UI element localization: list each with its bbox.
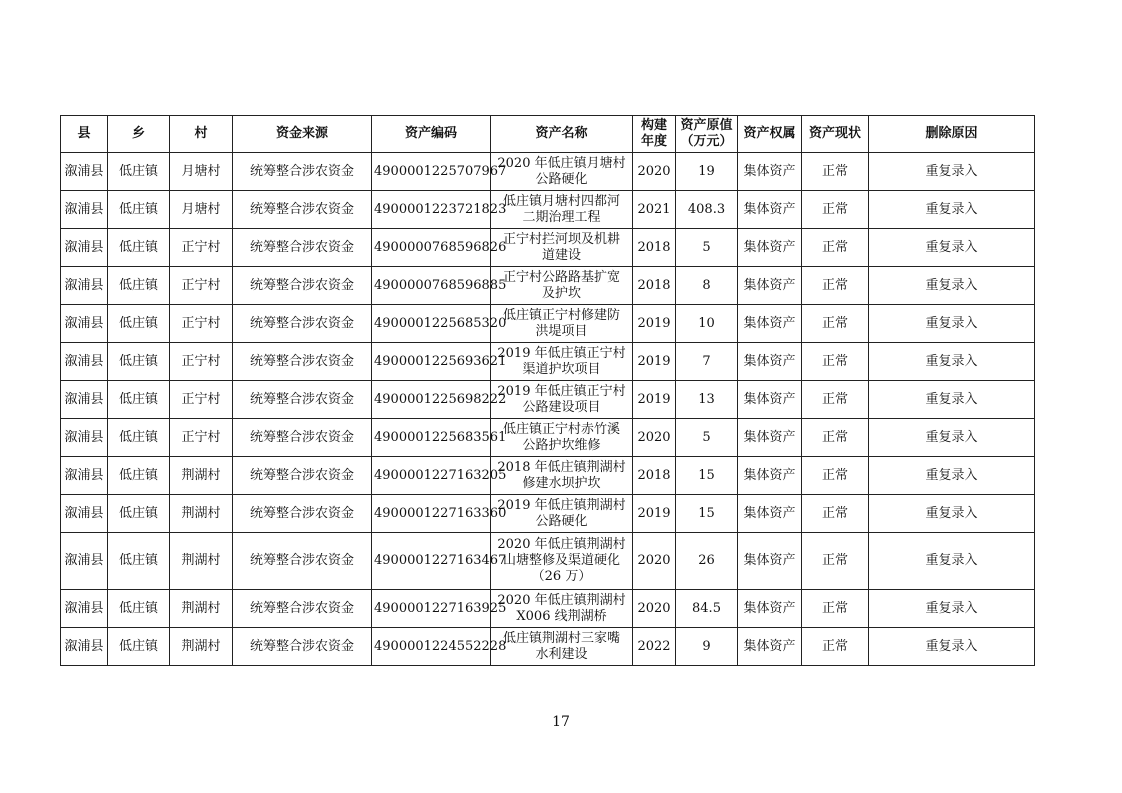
cell-village: 正宁村	[170, 267, 233, 305]
cell-ownership: 集体资产	[738, 305, 802, 343]
cell-township: 低庄镇	[108, 267, 170, 305]
cell-deletion-reason: 重复录入	[869, 343, 1035, 381]
header-original-value: 资产原值 （万元）	[676, 116, 738, 153]
cell-ownership: 集体资产	[738, 419, 802, 457]
cell-build-year: 2022	[633, 628, 676, 666]
header-asset-code: 资产编码	[372, 116, 491, 153]
cell-county: 溆浦县	[61, 191, 108, 229]
cell-build-year: 2018	[633, 267, 676, 305]
cell-village: 正宁村	[170, 381, 233, 419]
cell-status: 正常	[802, 590, 869, 628]
cell-township: 低庄镇	[108, 533, 170, 590]
cell-status: 正常	[802, 267, 869, 305]
cell-county: 溆浦县	[61, 267, 108, 305]
cell-status: 正常	[802, 419, 869, 457]
cell-fund-source: 统筹整合涉农资金	[233, 229, 372, 267]
cell-original-value: 84.5	[676, 590, 738, 628]
header-status: 资产现状	[802, 116, 869, 153]
cell-township: 低庄镇	[108, 343, 170, 381]
cell-status: 正常	[802, 305, 869, 343]
cell-ownership: 集体资产	[738, 628, 802, 666]
cell-village: 月塘村	[170, 153, 233, 191]
cell-build-year: 2020	[633, 153, 676, 191]
table-row	[61, 381, 1035, 419]
cell-village: 月塘村	[170, 191, 233, 229]
cell-township: 低庄镇	[108, 381, 170, 419]
cell-status: 正常	[802, 457, 869, 495]
cell-build-year: 2018	[633, 229, 676, 267]
cell-township: 低庄镇	[108, 229, 170, 267]
cell-ownership: 集体资产	[738, 533, 802, 590]
cell-village: 荆湖村	[170, 495, 233, 533]
cell-county: 溆浦县	[61, 305, 108, 343]
cell-status: 正常	[802, 229, 869, 267]
table-row	[61, 457, 1035, 495]
table-row	[61, 590, 1035, 628]
table-body	[61, 153, 1035, 666]
cell-county: 溆浦县	[61, 628, 108, 666]
cell-status: 正常	[802, 533, 869, 590]
cell-status: 正常	[802, 495, 869, 533]
cell-township: 低庄镇	[108, 305, 170, 343]
cell-village: 荆湖村	[170, 590, 233, 628]
cell-build-year: 2021	[633, 191, 676, 229]
cell-village: 正宁村	[170, 419, 233, 457]
cell-asset-name: 2020 年低庄镇荆湖村 X006 线荆湖桥	[491, 590, 633, 628]
cell-status: 正常	[802, 191, 869, 229]
header-build-year: 构建 年度	[633, 116, 676, 153]
cell-build-year: 2019	[633, 343, 676, 381]
cell-fund-source: 统筹整合涉农资金	[233, 343, 372, 381]
cell-asset-name: 2019 年低庄镇正宁村 公路建设项目	[491, 381, 633, 419]
asset-deletion-table	[60, 115, 1035, 666]
cell-deletion-reason: 重复录入	[869, 590, 1035, 628]
cell-deletion-reason: 重复录入	[869, 381, 1035, 419]
cell-asset-code: 4900001225683561	[372, 419, 491, 457]
cell-ownership: 集体资产	[738, 343, 802, 381]
cell-asset-code: 4900001224552228	[372, 628, 491, 666]
cell-ownership: 集体资产	[738, 153, 802, 191]
table-row	[61, 533, 1035, 590]
table-header-row	[61, 116, 1035, 153]
table-row	[61, 153, 1035, 191]
cell-ownership: 集体资产	[738, 267, 802, 305]
cell-original-value: 5	[676, 229, 738, 267]
cell-county: 溆浦县	[61, 495, 108, 533]
table-row	[61, 229, 1035, 267]
table-row	[61, 191, 1035, 229]
cell-asset-code: 4900001225698222	[372, 381, 491, 419]
header-asset-name: 资产名称	[491, 116, 633, 153]
cell-build-year: 2020	[633, 419, 676, 457]
cell-original-value: 7	[676, 343, 738, 381]
cell-asset-code: 4900001227163205	[372, 457, 491, 495]
cell-county: 溆浦县	[61, 533, 108, 590]
cell-deletion-reason: 重复录入	[869, 191, 1035, 229]
cell-asset-name: 正宁村公路路基扩宽 及护坎	[491, 267, 633, 305]
table-row	[61, 343, 1035, 381]
cell-asset-name: 2019 年低庄镇正宁村 渠道护坎项目	[491, 343, 633, 381]
table-row	[61, 495, 1035, 533]
cell-build-year: 2018	[633, 457, 676, 495]
cell-ownership: 集体资产	[738, 590, 802, 628]
page-number: 17	[552, 714, 570, 730]
header-fund-source: 资金来源	[233, 116, 372, 153]
cell-original-value: 10	[676, 305, 738, 343]
cell-fund-source: 统筹整合涉农资金	[233, 457, 372, 495]
cell-build-year: 2020	[633, 590, 676, 628]
header-township: 乡	[108, 116, 170, 153]
cell-build-year: 2019	[633, 305, 676, 343]
cell-township: 低庄镇	[108, 495, 170, 533]
cell-township: 低庄镇	[108, 590, 170, 628]
cell-deletion-reason: 重复录入	[869, 305, 1035, 343]
cell-status: 正常	[802, 153, 869, 191]
cell-township: 低庄镇	[108, 191, 170, 229]
cell-deletion-reason: 重复录入	[869, 267, 1035, 305]
cell-village: 荆湖村	[170, 628, 233, 666]
cell-build-year: 2019	[633, 381, 676, 419]
cell-fund-source: 统筹整合涉农资金	[233, 153, 372, 191]
cell-status: 正常	[802, 381, 869, 419]
cell-original-value: 15	[676, 457, 738, 495]
cell-build-year: 2019	[633, 495, 676, 533]
cell-fund-source: 统筹整合涉农资金	[233, 628, 372, 666]
cell-asset-code: 4900001227163467	[372, 533, 491, 590]
cell-original-value: 15	[676, 495, 738, 533]
cell-asset-name: 低庄镇荆湖村三家嘴 水利建设	[491, 628, 633, 666]
table-row	[61, 305, 1035, 343]
cell-asset-code: 4900000768596885	[372, 267, 491, 305]
cell-asset-name: 2019 年低庄镇荆湖村 公路硬化	[491, 495, 633, 533]
cell-deletion-reason: 重复录入	[869, 419, 1035, 457]
cell-deletion-reason: 重复录入	[869, 229, 1035, 267]
cell-asset-code: 4900001225707967	[372, 153, 491, 191]
cell-asset-code: 4900001227163360	[372, 495, 491, 533]
cell-original-value: 9	[676, 628, 738, 666]
header-village: 村	[170, 116, 233, 153]
cell-asset-code: 4900001225685320	[372, 305, 491, 343]
cell-asset-name: 2020 年低庄镇月塘村 公路硬化	[491, 153, 633, 191]
header-county: 县	[61, 116, 108, 153]
cell-fund-source: 统筹整合涉农资金	[233, 495, 372, 533]
cell-village: 正宁村	[170, 343, 233, 381]
cell-township: 低庄镇	[108, 457, 170, 495]
cell-asset-name: 低庄镇正宁村修建防 洪堤项目	[491, 305, 633, 343]
cell-village: 正宁村	[170, 305, 233, 343]
cell-asset-name: 2020 年低庄镇荆湖村 山塘整修及渠道硬化 （26 万）	[491, 533, 633, 590]
cell-original-value: 13	[676, 381, 738, 419]
cell-fund-source: 统筹整合涉农资金	[233, 267, 372, 305]
cell-fund-source: 统筹整合涉农资金	[233, 590, 372, 628]
cell-build-year: 2020	[633, 533, 676, 590]
cell-asset-name: 正宁村拦河坝及机耕 道建设	[491, 229, 633, 267]
cell-deletion-reason: 重复录入	[869, 628, 1035, 666]
cell-fund-source: 统筹整合涉农资金	[233, 533, 372, 590]
cell-original-value: 5	[676, 419, 738, 457]
cell-township: 低庄镇	[108, 153, 170, 191]
cell-original-value: 8	[676, 267, 738, 305]
cell-original-value: 19	[676, 153, 738, 191]
cell-original-value: 26	[676, 533, 738, 590]
header-ownership: 资产权属	[738, 116, 802, 153]
cell-asset-code: 4900001225693621	[372, 343, 491, 381]
cell-county: 溆浦县	[61, 457, 108, 495]
cell-ownership: 集体资产	[738, 229, 802, 267]
cell-ownership: 集体资产	[738, 457, 802, 495]
cell-county: 溆浦县	[61, 343, 108, 381]
cell-ownership: 集体资产	[738, 381, 802, 419]
cell-village: 正宁村	[170, 229, 233, 267]
cell-fund-source: 统筹整合涉农资金	[233, 419, 372, 457]
cell-village: 荆湖村	[170, 533, 233, 590]
cell-village: 荆湖村	[170, 457, 233, 495]
cell-deletion-reason: 重复录入	[869, 495, 1035, 533]
cell-county: 溆浦县	[61, 153, 108, 191]
header-deletion-reason: 删除原因	[869, 116, 1035, 153]
cell-asset-name: 低庄镇正宁村赤竹溪 公路护坎维修	[491, 419, 633, 457]
cell-original-value: 408.3	[676, 191, 738, 229]
cell-deletion-reason: 重复录入	[869, 457, 1035, 495]
cell-fund-source: 统筹整合涉农资金	[233, 191, 372, 229]
cell-asset-code: 4900000768596826	[372, 229, 491, 267]
cell-deletion-reason: 重复录入	[869, 533, 1035, 590]
cell-county: 溆浦县	[61, 229, 108, 267]
cell-asset-code: 4900001227163925	[372, 590, 491, 628]
cell-county: 溆浦县	[61, 381, 108, 419]
cell-county: 溆浦县	[61, 590, 108, 628]
table-row	[61, 628, 1035, 666]
cell-township: 低庄镇	[108, 419, 170, 457]
cell-county: 溆浦县	[61, 419, 108, 457]
cell-fund-source: 统筹整合涉农资金	[233, 381, 372, 419]
cell-ownership: 集体资产	[738, 191, 802, 229]
cell-deletion-reason: 重复录入	[869, 153, 1035, 191]
table-row	[61, 419, 1035, 457]
table-row	[61, 267, 1035, 305]
cell-township: 低庄镇	[108, 628, 170, 666]
cell-status: 正常	[802, 628, 869, 666]
cell-asset-code: 4900001223721823	[372, 191, 491, 229]
cell-ownership: 集体资产	[738, 495, 802, 533]
cell-asset-name: 2018 年低庄镇荆湖村 修建水坝护坎	[491, 457, 633, 495]
cell-fund-source: 统筹整合涉农资金	[233, 305, 372, 343]
cell-asset-name: 低庄镇月塘村四都河 二期治理工程	[491, 191, 633, 229]
cell-status: 正常	[802, 343, 869, 381]
